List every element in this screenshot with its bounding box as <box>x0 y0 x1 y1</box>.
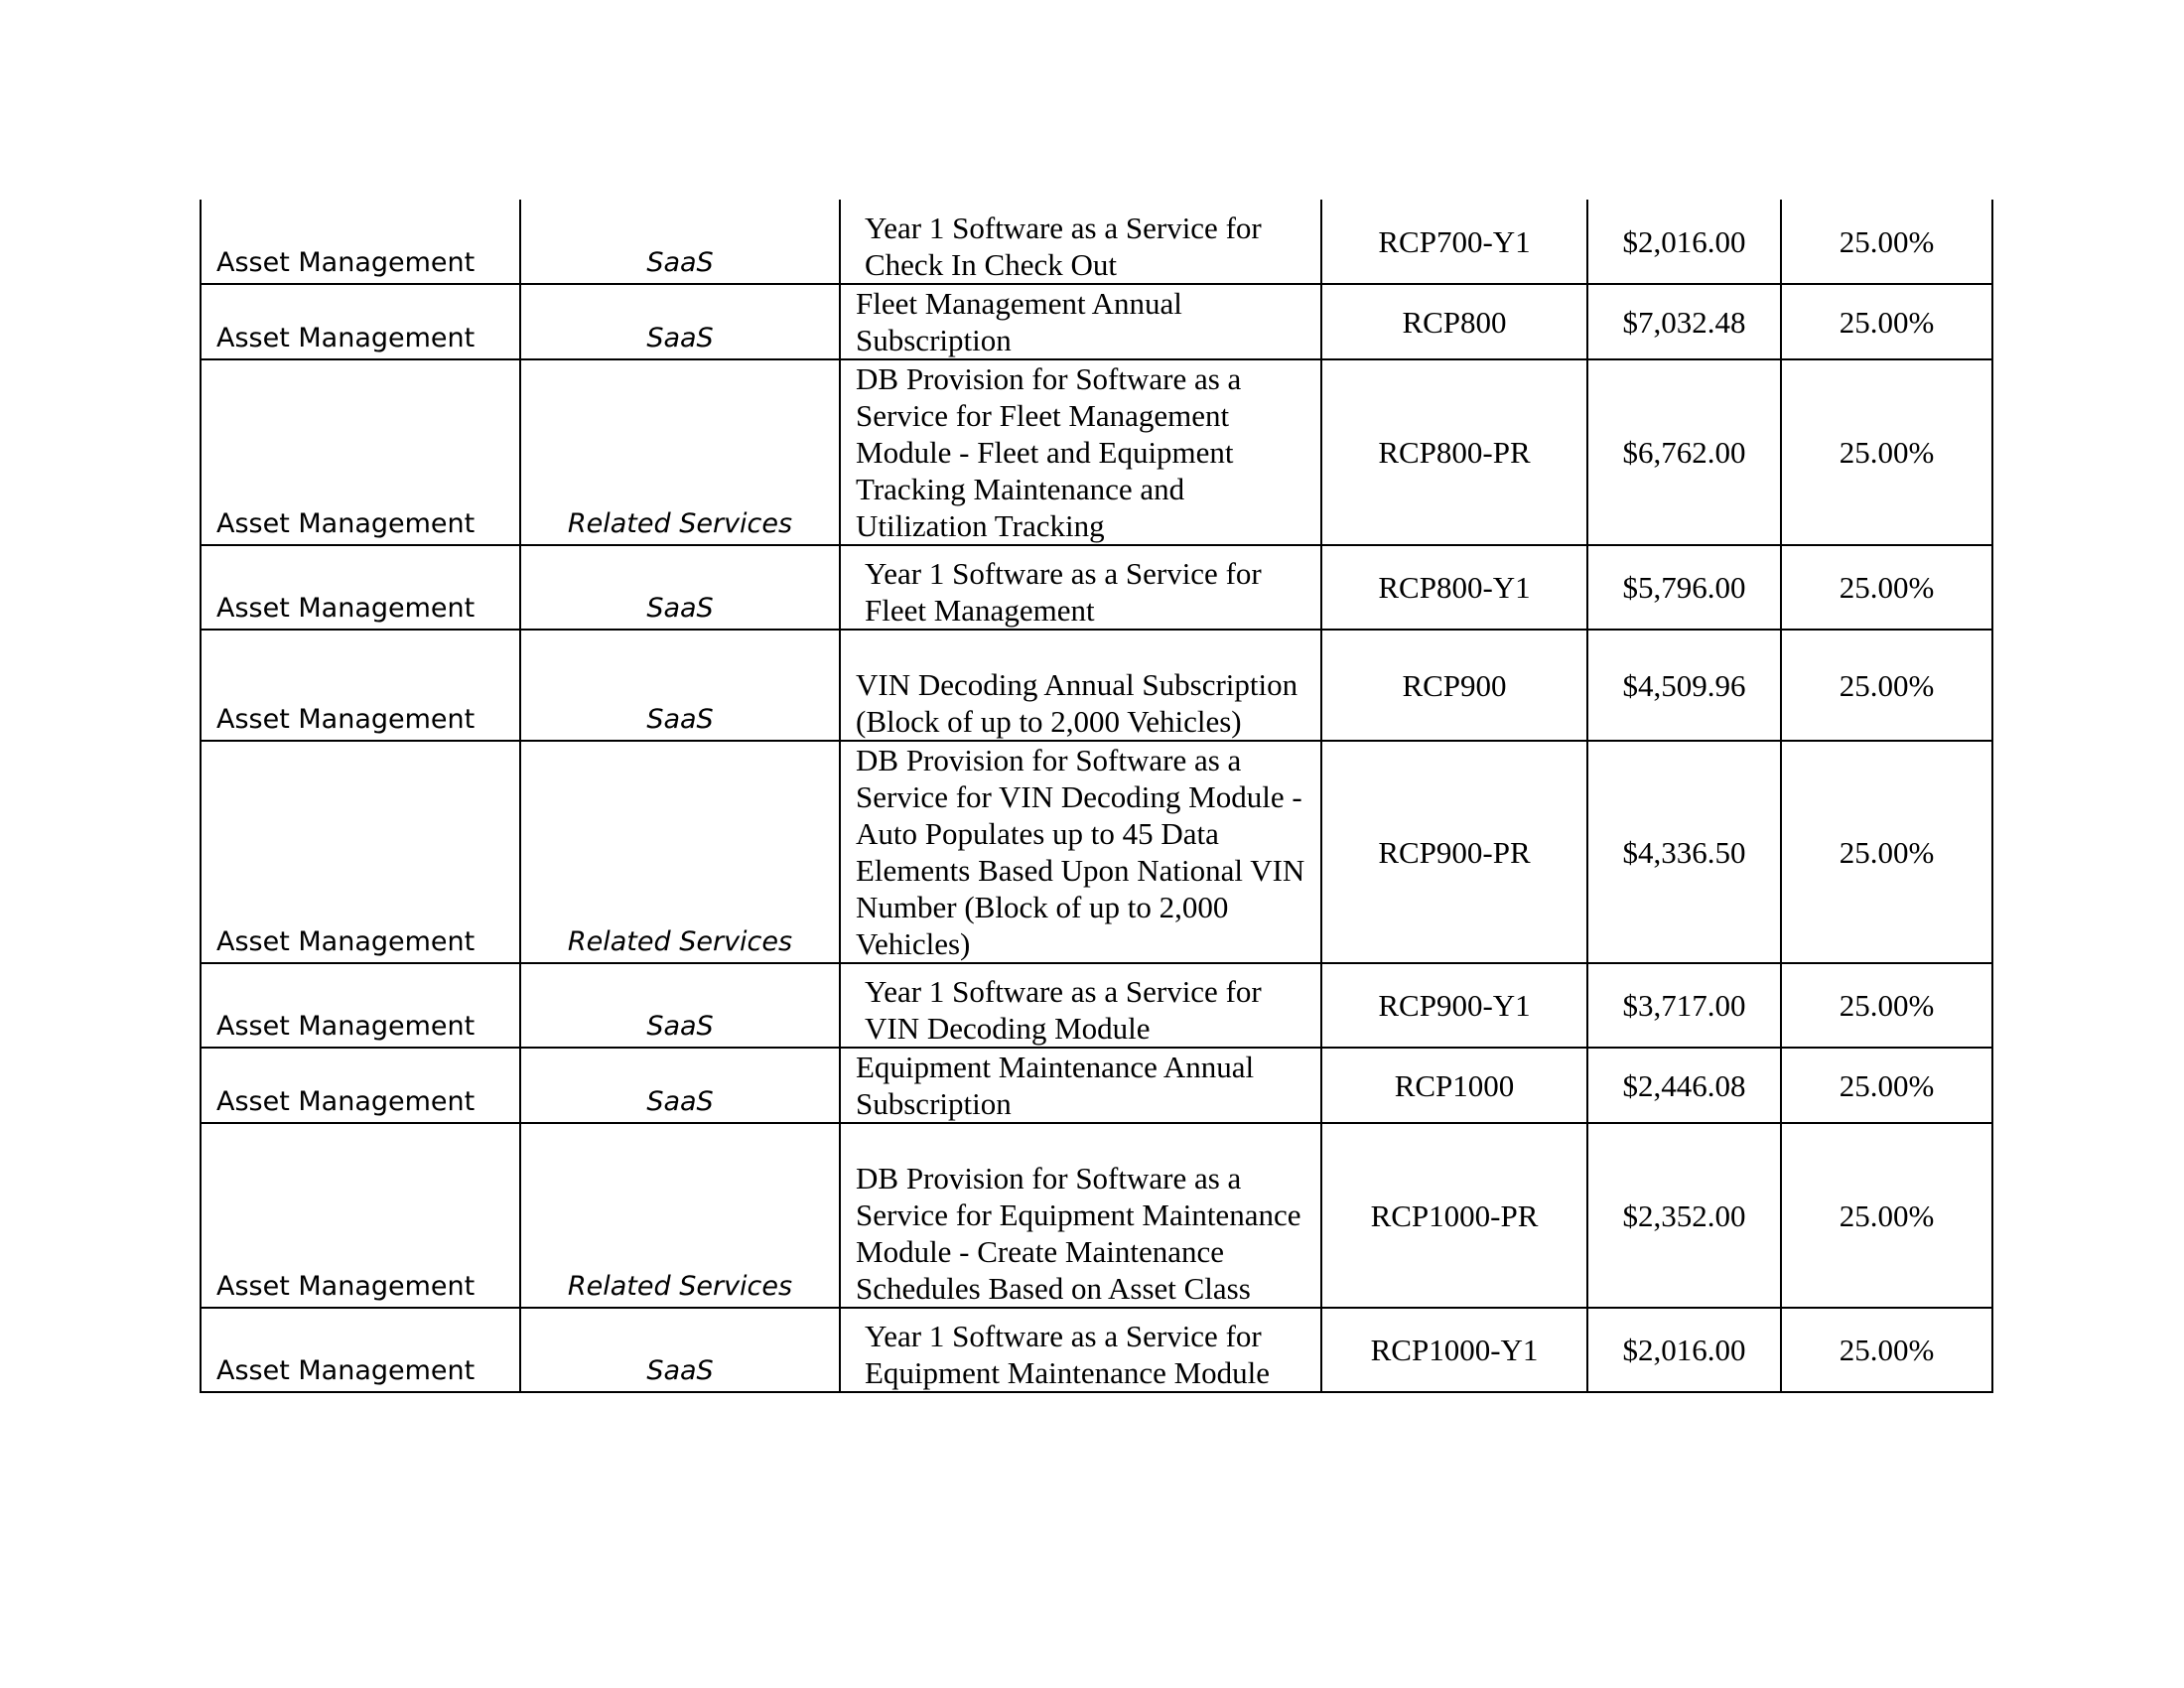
sku-cell: RCP900 <box>1321 630 1587 741</box>
discount-cell: 25.00% <box>1781 741 1992 963</box>
table-row <box>201 741 1992 963</box>
discount-cell: 25.00% <box>1781 284 1992 359</box>
description-cell: Fleet Management Annual Subscription <box>840 284 1321 359</box>
sku-cell: RCP1000 <box>1321 1048 1587 1123</box>
table-row <box>201 963 1992 1048</box>
price-cell: $4,509.96 <box>1587 630 1781 741</box>
table-row <box>201 1123 1992 1308</box>
price-cell: $2,446.08 <box>1587 1048 1781 1123</box>
sku-cell: RCP900-PR <box>1321 741 1587 963</box>
table-row <box>201 284 1992 359</box>
discount-cell: 25.00% <box>1781 1048 1992 1123</box>
sku-cell: RCP900-Y1 <box>1321 963 1587 1048</box>
table-row <box>201 545 1992 630</box>
category-cell: Asset Management <box>201 284 520 359</box>
type-cell: SaaS <box>520 963 840 1048</box>
category-cell: Asset Management <box>201 1048 520 1123</box>
table-row <box>201 200 1992 284</box>
category-cell: Asset Management <box>201 545 520 630</box>
description-cell: VIN Decoding Annual Subscription (Block of up to 2,000 Vehicles) <box>840 630 1321 741</box>
discount-cell: 25.00% <box>1781 359 1992 545</box>
category-cell: Asset Management <box>201 200 520 284</box>
sku-cell: RCP700-Y1 <box>1321 200 1587 284</box>
type-cell: Related Services <box>520 741 840 963</box>
price-cell: $4,336.50 <box>1587 741 1781 963</box>
description-cell: Equipment Maintenance Annual Subscription <box>840 1048 1321 1123</box>
type-cell: Related Services <box>520 359 840 545</box>
discount-cell: 25.00% <box>1781 545 1992 630</box>
price-cell: $2,352.00 <box>1587 1123 1781 1308</box>
discount-cell: 25.00% <box>1781 1308 1992 1392</box>
discount-cell: 25.00% <box>1781 963 1992 1048</box>
type-cell: SaaS <box>520 1308 840 1392</box>
category-cell: Asset Management <box>201 1308 520 1392</box>
price-cell: $5,796.00 <box>1587 545 1781 630</box>
table-row <box>201 630 1992 741</box>
sku-cell: RCP800-Y1 <box>1321 545 1587 630</box>
category-cell: Asset Management <box>201 359 520 545</box>
price-cell: $7,032.48 <box>1587 284 1781 359</box>
type-cell: SaaS <box>520 630 840 741</box>
description-cell: DB Provision for Software as a Service for VIN Decoding Module - Auto Populates up to 45 Data Elements Based Upon National VIN Number (Block of up to 2,000 Vehicles) <box>840 741 1321 963</box>
sku-cell: RCP1000-PR <box>1321 1123 1587 1308</box>
sku-cell: RCP800-PR <box>1321 359 1587 545</box>
description-cell: DB Provision for Software as a Service for Fleet Management Module - Fleet and Equipment Tracking Maintenance and Utilization Tracking <box>840 359 1321 545</box>
table-row <box>201 1308 1992 1392</box>
price-cell: $2,016.00 <box>1587 200 1781 284</box>
price-cell: $6,762.00 <box>1587 359 1781 545</box>
discount-cell: 25.00% <box>1781 630 1992 741</box>
sku-cell: RCP800 <box>1321 284 1587 359</box>
category-cell: Asset Management <box>201 1123 520 1308</box>
table-row <box>201 1048 1992 1123</box>
type-cell: Related Services <box>520 1123 840 1308</box>
description-cell: DB Provision for Software as a Service for Equipment Maintenance Module - Create Maintenance Schedules Based on Asset Class <box>840 1123 1321 1308</box>
sku-cell: RCP1000-Y1 <box>1321 1308 1587 1392</box>
price-cell: $3,717.00 <box>1587 963 1781 1048</box>
price-list-table <box>200 200 1993 1393</box>
discount-cell: 25.00% <box>1781 1123 1992 1308</box>
category-cell: Asset Management <box>201 963 520 1048</box>
type-cell: SaaS <box>520 200 840 284</box>
category-cell: Asset Management <box>201 741 520 963</box>
type-cell: SaaS <box>520 284 840 359</box>
discount-cell: 25.00% <box>1781 200 1992 284</box>
type-cell: SaaS <box>520 1048 840 1123</box>
description-cell: Year 1 Software as a Service for Check In Check Out <box>840 200 1321 284</box>
type-cell: SaaS <box>520 545 840 630</box>
description-cell: Year 1 Software as a Service for VIN Decoding Module <box>840 963 1321 1048</box>
price-cell: $2,016.00 <box>1587 1308 1781 1392</box>
description-cell: Year 1 Software as a Service for Equipment Maintenance Module <box>840 1308 1321 1392</box>
description-cell: Year 1 Software as a Service for Fleet Management <box>840 545 1321 630</box>
category-cell: Asset Management <box>201 630 520 741</box>
table-row <box>201 359 1992 545</box>
